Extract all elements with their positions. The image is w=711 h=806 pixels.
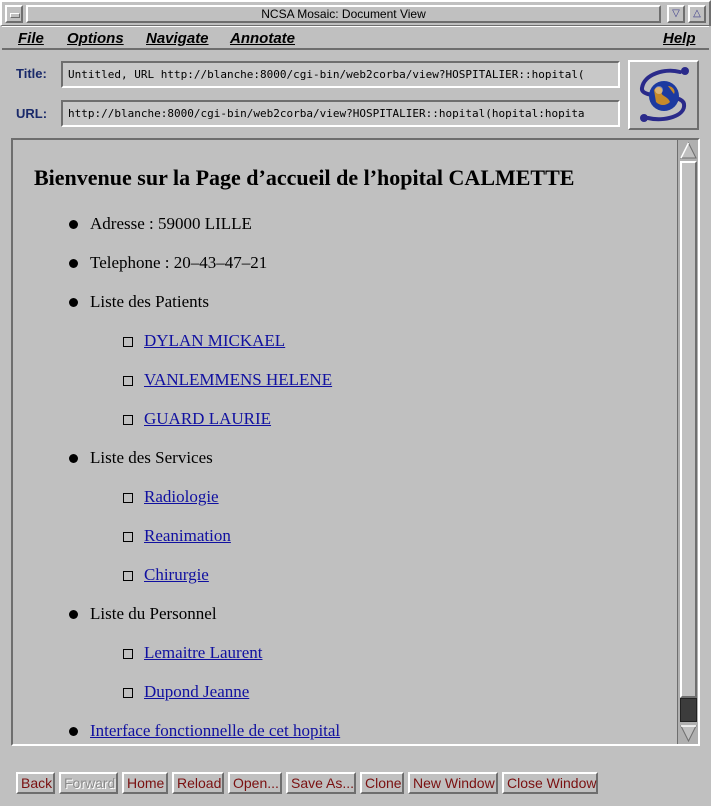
menu-navigate[interactable]: Navigate [146, 30, 209, 47]
document-content [13, 140, 677, 744]
save-as-button[interactable]: Save As... [286, 772, 356, 794]
services-heading: Liste des Services [90, 448, 213, 467]
scroll-up-icon[interactable] [679, 141, 698, 160]
mosaic-logo[interactable] [628, 60, 699, 130]
square-bullet-icon [123, 532, 133, 542]
bullet-icon [69, 298, 78, 307]
patient-link[interactable]: VANLEMMENS HELENE [144, 370, 333, 389]
menu-options[interactable]: Options [67, 30, 124, 47]
minimize-icon[interactable]: ▽ [667, 5, 685, 23]
clone-button[interactable]: Clone [360, 772, 404, 794]
bullet-icon [69, 259, 78, 268]
service-link[interactable]: Chirurgie [144, 565, 209, 584]
service-link[interactable]: Reanimation [144, 526, 231, 545]
vertical-scrollbar[interactable] [677, 140, 698, 744]
scroll-position-marker[interactable] [680, 698, 697, 722]
bullet-icon [69, 610, 78, 619]
address-text: Adresse : 59000 LILLE [90, 214, 252, 233]
new-window-button[interactable]: New Window [408, 772, 498, 794]
home-button[interactable]: Home [122, 772, 168, 794]
menu-annotate[interactable]: Annotate [230, 30, 295, 47]
button-bar [0, 766, 711, 806]
globe-icon [630, 62, 697, 128]
open-button[interactable]: Open... [228, 772, 282, 794]
document-view [11, 138, 700, 746]
square-bullet-icon [123, 376, 133, 386]
service-link[interactable]: Radiologie [144, 487, 219, 506]
title-label: Title: [16, 66, 47, 81]
square-bullet-icon [123, 337, 133, 347]
reload-button[interactable]: Reload [172, 772, 224, 794]
title-field[interactable]: Untitled, URL http://blanche:8000/cgi-bin/web2corba/view?HOSPITALIER::hopital( [61, 61, 620, 88]
patients-heading: Liste des Patients [90, 292, 209, 311]
window-titlebar[interactable] [0, 0, 711, 26]
menu-file[interactable]: File [18, 30, 44, 47]
personnel-link[interactable]: Dupond Jeanne [144, 682, 250, 701]
window-title: NCSA Mosaic: Document View [26, 5, 661, 23]
page-heading: Bienvenue sur la Page d’accueil de l’hopital CALMETTE [34, 165, 575, 190]
interface-link[interactable]: Interface fonctionnelle de cet hopital [90, 721, 341, 740]
square-bullet-icon [123, 649, 133, 659]
bullet-icon [69, 220, 78, 229]
square-bullet-icon [123, 571, 133, 581]
close-window-button[interactable]: Close Window [502, 772, 598, 794]
maximize-icon[interactable]: △ [688, 5, 706, 23]
forward-button[interactable]: Forward [59, 772, 118, 794]
url-label: URL: [16, 106, 48, 121]
patient-link[interactable]: GUARD LAURIE [144, 409, 272, 428]
personnel-heading: Liste du Personnel [90, 604, 217, 623]
personnel-link[interactable]: Lemaitre Laurent [144, 643, 263, 662]
bullet-icon [69, 454, 78, 463]
window-menu-icon[interactable] [5, 5, 23, 23]
patient-link[interactable]: DYLAN MICKAEL [144, 331, 286, 350]
menu-bar [2, 26, 709, 50]
url-field[interactable]: http://blanche:8000/cgi-bin/web2corba/view?HOSPITALIER::hopital(hopital:hopita [61, 100, 620, 127]
square-bullet-icon [123, 415, 133, 425]
scroll-down-icon[interactable] [679, 724, 698, 743]
menu-help[interactable]: Help [663, 30, 696, 47]
square-bullet-icon [123, 493, 133, 503]
scroll-thumb[interactable] [680, 161, 697, 698]
back-button[interactable]: Back [16, 772, 55, 794]
square-bullet-icon [123, 688, 133, 698]
bullet-icon [69, 727, 78, 736]
telephone-text: Telephone : 20–43–47–21 [90, 253, 268, 272]
